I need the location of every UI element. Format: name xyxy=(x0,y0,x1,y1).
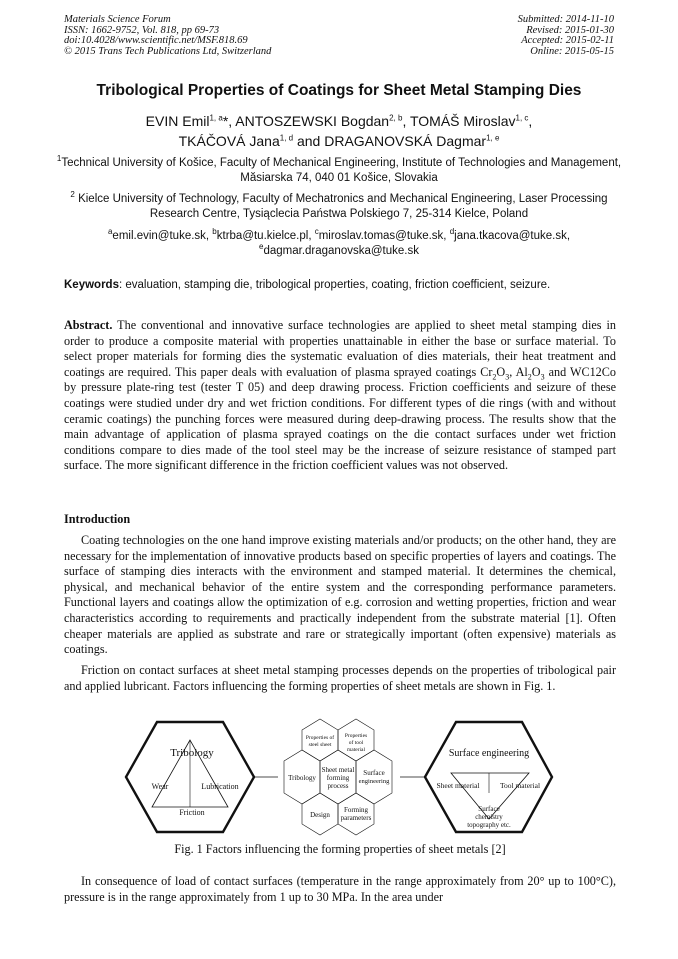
email-sup: a xyxy=(107,227,113,237)
hex-surface-line2: engineering xyxy=(358,778,390,785)
email-link[interactable]: ktrba@tu.kielce.pl, xyxy=(216,230,315,242)
abstract-label: Abstract. xyxy=(64,318,113,332)
author-sup: 1, d xyxy=(279,133,294,143)
journal-copyright: © 2015 Trans Tech Publications Ltd, Switzerland xyxy=(64,45,272,57)
hex-tool-line2: of tool xyxy=(348,740,364,746)
surface-sheet-material: Sheet material xyxy=(436,781,480,790)
hex-center-line2: forming xyxy=(326,774,350,782)
keywords-text: : evaluation, stamping die, tribological properties, coating, friction coefficient, seizure. xyxy=(118,279,551,291)
figure-1-diagram xyxy=(124,718,554,836)
email-sup: c xyxy=(314,227,319,237)
author-list xyxy=(50,111,628,151)
surface-tool-material: Tool material xyxy=(499,781,541,790)
figure-caption: Fig. 1 Factors influencing the forming properties of sheet metals [2] xyxy=(174,842,506,856)
subscript: 2 xyxy=(492,372,497,382)
author-sep: , xyxy=(402,113,410,129)
author-name: TOMÁŠ Miroslav xyxy=(409,113,516,129)
hex-forming-line1: Forming xyxy=(343,806,369,814)
surface-chemistry-line2: chemistry xyxy=(475,813,503,821)
author-sup: 1, e xyxy=(486,133,500,143)
hex-design-label: Design xyxy=(310,811,330,819)
author-sep: and xyxy=(293,133,325,149)
author-sup: 1, a xyxy=(209,113,223,123)
hex-steel-sheet-line1: Properties of xyxy=(305,735,335,741)
author-name: DRAGANOVSKÁ Dagmar xyxy=(324,133,487,149)
author-name: TKÁČOVÁ Jana xyxy=(178,133,280,149)
tribology-title: Tribology xyxy=(170,747,214,759)
email-sup: d xyxy=(449,227,455,237)
author-sup: 1, c xyxy=(515,113,529,123)
author-sup: 2, b xyxy=(389,113,403,123)
surface-chemistry-line1: Surface xyxy=(478,805,500,813)
date-revised: Revised: 2015-01-30 xyxy=(526,24,614,36)
affiliation-2 xyxy=(50,192,628,222)
journal-info xyxy=(64,15,271,57)
hex-center-line1: Sheet metal xyxy=(321,766,355,774)
journal-doi: doi:10.4028/www.scientific.net/MSF.818.69 xyxy=(64,35,248,46)
email-list xyxy=(50,229,628,259)
subscript: 2 xyxy=(527,372,532,382)
keywords xyxy=(64,278,616,293)
journal-issn: ISSN: 1662-9752, Vol. 818, pp 69-73 xyxy=(64,24,220,36)
hex-steel-sheet-line2: steel sheet xyxy=(308,742,332,748)
abstract-text: O xyxy=(531,364,541,379)
journal-name: Materials Science Forum xyxy=(64,14,171,25)
hex-tribology-label: Tribology xyxy=(288,774,316,782)
author-sep: , xyxy=(528,113,533,129)
email-link[interactable]: dagmar.draganovska@tuke.sk xyxy=(263,245,419,257)
abstract xyxy=(64,318,616,474)
date-accepted: Accepted: 2015-02-11 xyxy=(521,35,614,46)
author-name: ANTOSZEWSKI Bogdan xyxy=(235,113,390,129)
subscript: 3 xyxy=(505,372,510,382)
email-sup: b xyxy=(212,227,217,237)
tribology-wear: Wear xyxy=(151,782,169,791)
affiliation-1 xyxy=(50,156,628,186)
date-online: Online: 2015-05-15 xyxy=(530,45,614,57)
affiliation-sup: 1 xyxy=(56,154,62,164)
abstract-text: , Al xyxy=(509,364,528,379)
hex-surface-engineering xyxy=(356,750,392,804)
affiliation-sup: 2 xyxy=(70,190,75,200)
date-submitted: Submitted: 2014-11-10 xyxy=(517,14,614,25)
hex-tool-line3: material xyxy=(346,747,366,753)
paper-title: Tribological Properties of Coatings for Sheet Metal Stamping Dies xyxy=(96,82,582,99)
submission-dates xyxy=(518,15,614,57)
section-heading-introduction: Introduction xyxy=(64,512,131,526)
email-sup: e xyxy=(259,242,264,252)
intro-paragraph-1: Coating technologies on the one hand improve existing materials and/or products; on the other hand, they are necessary for the implementation of innovative products based on specific properties of layers and coatings. The surface of stamping dies interacts with the environment and stamped material. It determines the chemical, physical, and mechanical behavior of the entire system and the corresponding performance parameters. Functional layers and coatings allow the optimization of e.g. corrosion and wetting properties, friction and wear characteristics according to requirements and practically independent from the substrate material [1]. Often cheaper materials are applied as substrate and rare or strategically important (often expensive) materials as coatings. xyxy=(64,533,616,657)
affiliation-text: Kielce University of Technology, Faculty of Mechatronics and Mechanical Engineering, Laser Processing Research Centre, Tysiąclecia Państwa Polskiego 7, 25-314 Kielce, Poland xyxy=(74,193,608,220)
affiliation-text: Technical University of Košice, Faculty of Mechanical Engineering, Institute of Technologies and Management, Măsiarska 74, 040 01 Košice, Slovakia xyxy=(61,157,622,184)
author-mark: * xyxy=(222,113,229,129)
intro-paragraph-3: In consequence of load of contact surfaces (temperature in the range approximately from 20° up to 100°C), pressure is in the range approximately from 1 up to 30 MPa. In the area under xyxy=(64,874,616,904)
tribology-friction: Friction xyxy=(179,808,205,817)
abstract-text: The conventional and innovative surface technologies are applied to sheet metal stamping dies in order to produce a composite material with properties unattainable in either the base or surface material. To select proper materials for forming dies the systematic evaluation of dies materials, their heat treatment and coatings are required. This paper deals with evaluation of plasma sprayed coatings Cr xyxy=(64,318,616,379)
hex-center-line3: process xyxy=(327,782,349,790)
keywords-label: Keywords xyxy=(64,279,119,291)
author-sep: , xyxy=(228,113,236,129)
email-link[interactable]: emil.evin@tuke.sk, xyxy=(112,230,213,242)
hex-tool-line1: Properties xyxy=(344,733,368,739)
hex-surface-line1: Surface xyxy=(363,769,385,777)
tribology-lubrication: Lubrication xyxy=(201,782,239,791)
subscript: 3 xyxy=(540,372,545,382)
hex-forming-line2: parameters xyxy=(340,814,372,822)
surface-engineering-title: Surface engineering xyxy=(448,748,530,759)
author-name: EVIN Emil xyxy=(145,113,210,129)
surface-chemistry-line3: topography etc. xyxy=(467,821,511,829)
intro-paragraph-2: Friction on contact surfaces at sheet metal stamping processes depends on the properties of tribological pair and applied lubricant. Factors influencing the forming properties of sheet metals are shown in Fig. 1. xyxy=(64,663,616,693)
abstract-text: and WC12Co by pressure plate-ring test (tester T 05) and deep drawing process. Friction coefficients and seizure of these coatings were studied under dry and wet friction conditions. For different types of die rings (with and without ceramic coatings) the punching forces were measured during deep-drawing process. The results show that the main advantage of application of plasma sprayed coatings on the die contact surfaces under wet friction conditions compare to dies made of the tool steel may be the increase of seizure resistance of stamped part surface. The more significant difference in the friction coefficient values was not observed. xyxy=(64,364,616,473)
email-link[interactable]: jana.tkacova@tuke.sk, xyxy=(454,230,571,242)
email-link[interactable]: miroslav.tomas@tuke.sk, xyxy=(318,230,450,242)
abstract-text: O xyxy=(496,364,506,379)
